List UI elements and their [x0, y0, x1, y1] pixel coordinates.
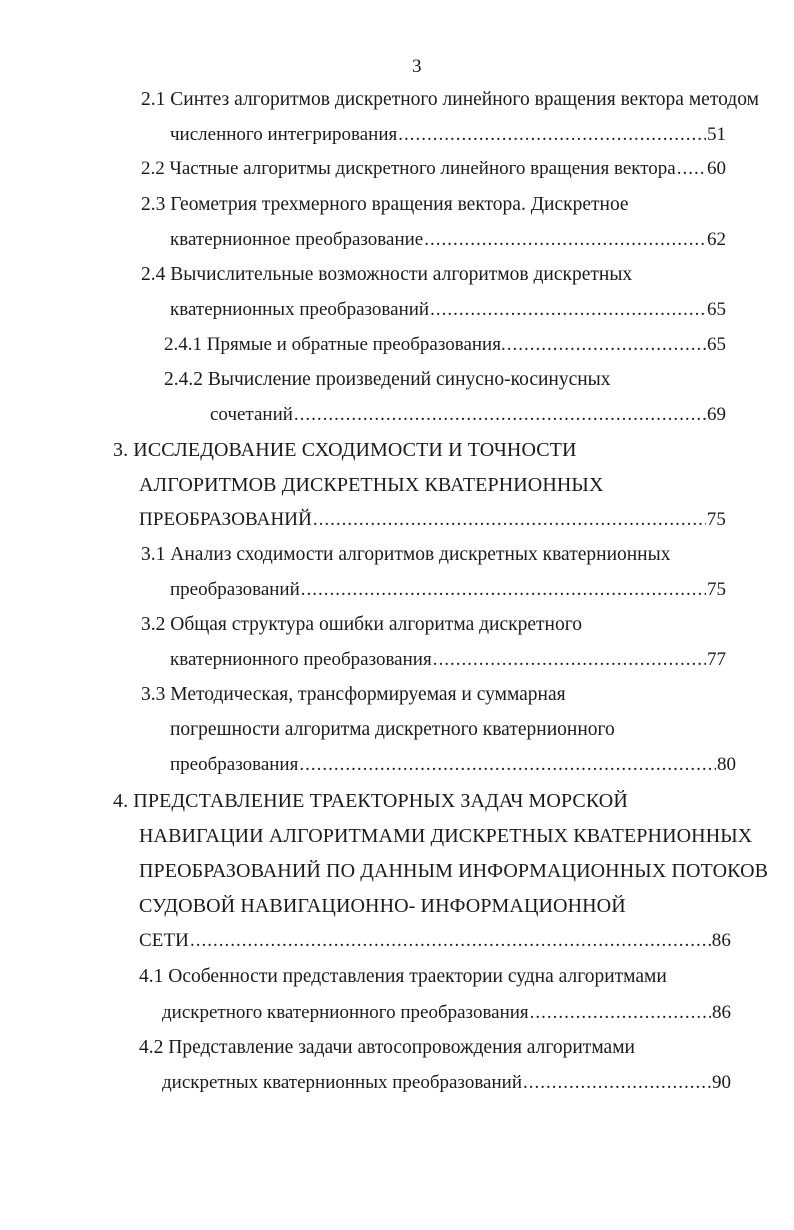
dot-leader: [433, 648, 706, 672]
dot-leader: [430, 298, 706, 322]
toc-3-3-entry[interactable]: [170, 753, 736, 777]
toc-4-title-line5: СЕТИ: [139, 930, 190, 951]
toc-2-3-title-cont: кватернионное преобразование: [170, 229, 424, 250]
toc-3-1-entry[interactable]: [170, 578, 726, 602]
toc-3-3-title-line2: погрешности алгоритма дискретного кватернионного: [170, 719, 615, 740]
toc-2-4-title-cont: кватернионных преобразований: [170, 299, 430, 320]
toc-4-title-line2: НАВИГАЦИИ АЛГОРИТМАМИ ДИСКРЕТНЫХ КВАТЕРНИОННЫХ: [139, 825, 753, 847]
toc-4-entry[interactable]: [139, 929, 731, 953]
toc-2-4-1-entry[interactable]: [164, 333, 726, 357]
toc-2-1-title: 2.1 Синтез алгоритмов дискретного линейного вращения вектора методом: [141, 89, 759, 110]
toc-2-4-2-title: 2.4.2 Вычисление произведений синусно-косинусных: [164, 369, 611, 390]
dot-leader: [677, 157, 706, 181]
toc-3-3-title-line3: преобразования: [170, 754, 299, 775]
dot-leader: [299, 753, 716, 777]
dot-leader: [294, 403, 706, 427]
dot-leader: [530, 1001, 711, 1025]
toc-4-title-line4: СУДОВОЙ НАВИГАЦИОННО- ИНФОРМАЦИОННОЙ: [139, 895, 626, 917]
toc-2-1-page: 51: [707, 124, 726, 145]
toc-3-page: 75: [706, 509, 726, 530]
toc-2-4-2-title-cont: сочетаний: [210, 404, 293, 425]
toc-4-2-entry[interactable]: [162, 1071, 731, 1095]
toc-3-title-line3: ПРЕОБРАЗОВАНИЙ: [139, 509, 312, 530]
toc-2-2-title: 2.2 Частные алгоритмы дискретного линейного вращения вектора: [141, 158, 676, 179]
toc-4-2-title: 4.2 Представление задачи автосопровождения алгоритмами: [139, 1037, 635, 1058]
toc-2-3-page: 62: [707, 229, 726, 250]
toc-3-3-page: 80: [717, 754, 736, 775]
dot-leader: [523, 1071, 711, 1095]
toc-3-1-title: 3.1 Анализ сходимости алгоритмов дискретных кватернионных: [141, 544, 671, 565]
toc-2-1-title-cont: численного интегрирования: [170, 124, 398, 145]
toc-3-2-page: 77: [707, 649, 726, 670]
dot-leader: [313, 508, 706, 532]
page-number: 3: [412, 56, 422, 77]
toc-2-4-2-page: 69: [707, 404, 726, 425]
toc-2-4-page: 65: [707, 299, 726, 320]
toc-4-1-title-cont: дискретного кватернионного преобразования: [162, 1002, 529, 1023]
toc-4-1-page: 86: [712, 1002, 731, 1023]
toc-3-2-entry[interactable]: [170, 648, 726, 672]
toc-2-4-title: 2.4 Вычислительные возможности алгоритмов дискретных: [141, 264, 633, 285]
toc-3-2-title: 3.2 Общая структура ошибки алгоритма дискретного: [141, 614, 582, 635]
dot-leader: [398, 123, 706, 147]
toc-4-title: 4. ПРЕДСТАВЛЕНИЕ ТРАЕКТОРНЫХ ЗАДАЧ МОРСКОЙ: [113, 790, 628, 812]
toc-4-1-title: 4.1 Особенности представления траектории судна алгоритмами: [139, 966, 667, 987]
dot-leader: [190, 929, 711, 953]
toc-3-1-page: 75: [707, 579, 726, 600]
toc-2-4-1-page: 65: [707, 334, 726, 355]
toc-2-3-entry[interactable]: [170, 228, 726, 252]
toc-3-entry[interactable]: [139, 508, 726, 532]
toc-2-4-entry[interactable]: [170, 298, 726, 322]
toc-4-1-entry[interactable]: [162, 1001, 731, 1025]
toc-2-4-2-entry[interactable]: [210, 403, 726, 427]
toc-3-1-title-cont: преобразований: [170, 579, 300, 600]
toc-3-title: 3. ИССЛЕДОВАНИЕ СХОДИМОСТИ И ТОЧНОСТИ: [113, 439, 577, 461]
toc-4-2-page: 90: [712, 1072, 731, 1093]
toc-3-3-title: 3.3 Методическая, трансформируемая и суммарная: [141, 684, 566, 705]
dot-leader: [507, 333, 706, 357]
toc-2-4-1-title: 2.4.1 Прямые и обратные преобразования.: [164, 334, 506, 355]
toc-4-page: 86: [711, 930, 731, 951]
toc-4-title-line3: ПРЕОБРАЗОВАНИЙ ПО ДАННЫМ ИНФОРМАЦИОННЫХ ПОТОКОВ: [139, 860, 769, 882]
toc-3-2-title-cont: кватернионного преобразования: [170, 649, 432, 670]
dot-leader: [301, 578, 706, 602]
dot-leader: [424, 228, 706, 252]
toc-4-2-title-cont: дискретных кватернионных преобразований: [162, 1072, 522, 1093]
toc-3-title-line2: АЛГОРИТМОВ ДИСКРЕТНЫХ КВАТЕРНИОННЫХ: [139, 474, 604, 496]
toc-2-3-title: 2.3 Геометрия трехмерного вращения вектора. Дискретное: [141, 194, 629, 215]
toc-2-2-entry[interactable]: [141, 157, 726, 181]
toc-2-2-page: 60: [707, 158, 726, 179]
toc-2-1-entry[interactable]: [170, 123, 726, 147]
